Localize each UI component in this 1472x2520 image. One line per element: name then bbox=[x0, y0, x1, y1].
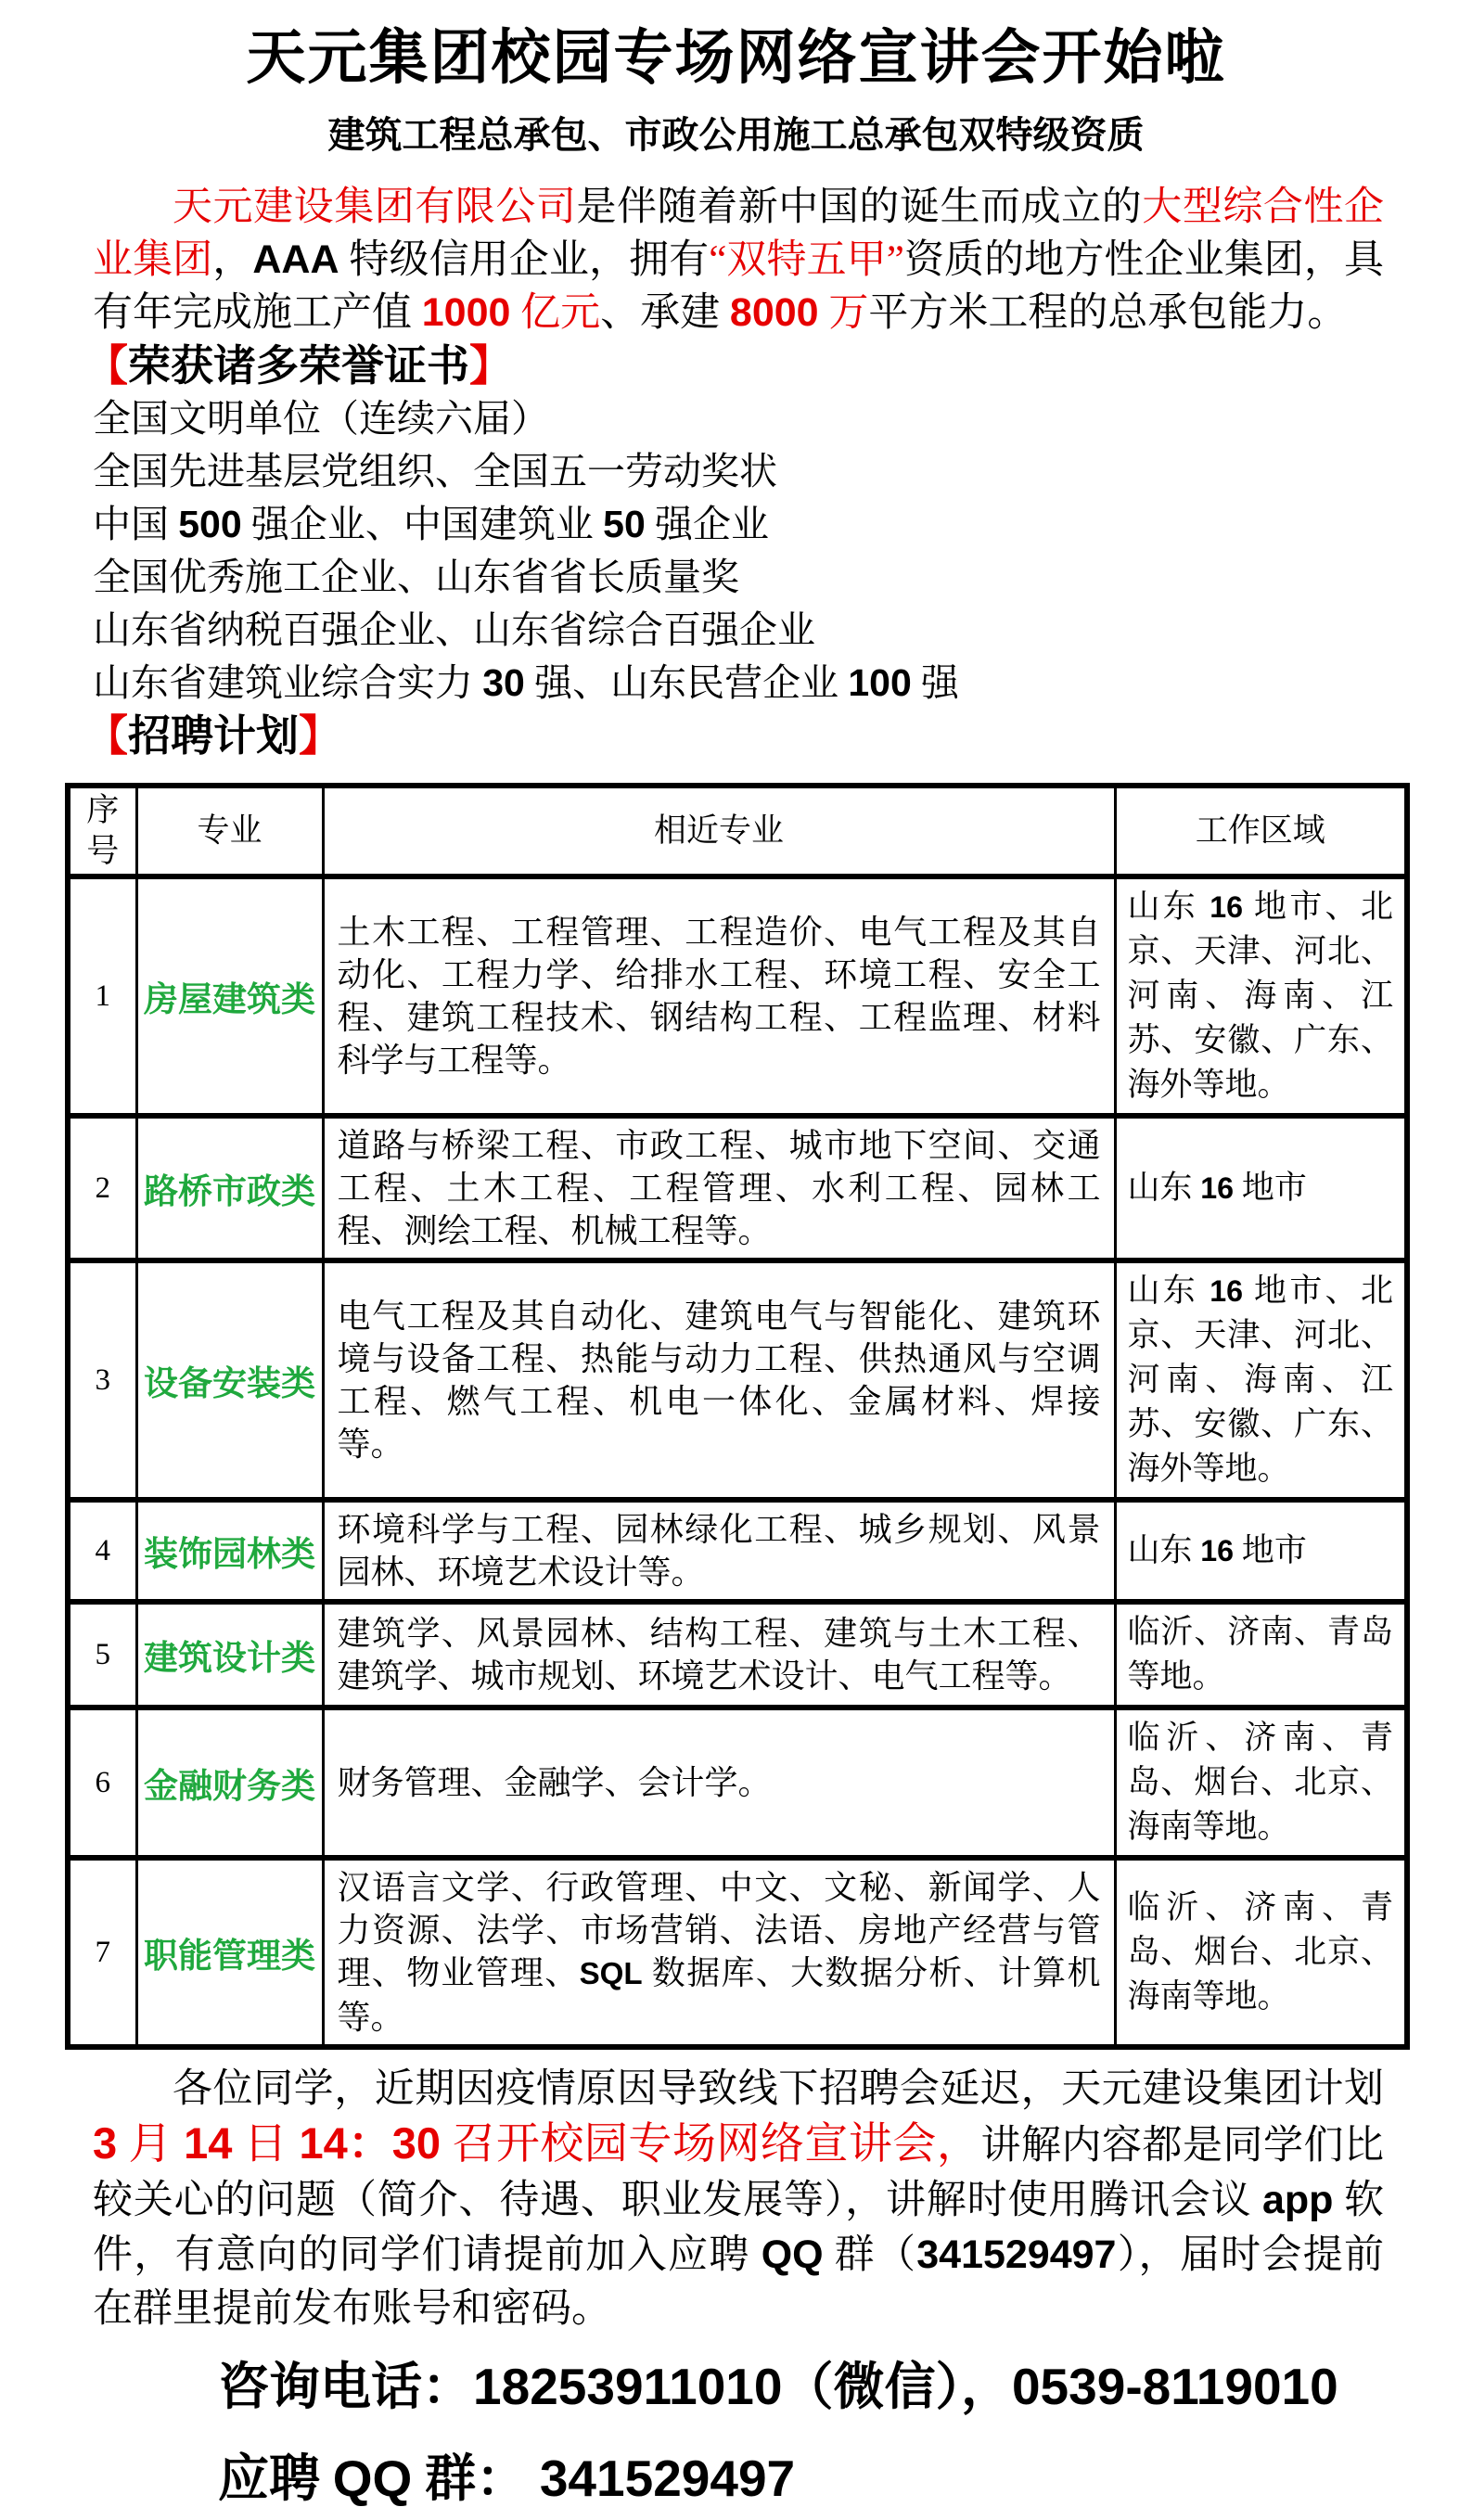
table-row bbox=[68, 1500, 1407, 1602]
highlight-text-segment: 万 bbox=[818, 291, 869, 335]
text-segment: 电气工程及其自动化、建筑电气与智能化、建筑环境与设备工程、热能与动力工程、供热通风与空调工程、燃气工程、机电一体化、金属材料、焊接等。 bbox=[337, 1298, 1101, 1463]
honors-section-header bbox=[85, 339, 1384, 392]
text-segment: 汉语言文学、行政管理、中文、文秘、新闻学、人力资源、法学、市场营销、法语、房地产经营与管理、物业管理、 bbox=[337, 1869, 1101, 1991]
left-bracket: 【 bbox=[85, 712, 128, 760]
text-segment: ），届时会提前在群里提前发布账号和密码。 bbox=[93, 2233, 1385, 2331]
contact-phone-line bbox=[218, 2346, 1416, 2428]
cell-serial-number: 4 bbox=[68, 1500, 136, 1602]
text-segment: 平方米工程的总承包能力。 bbox=[868, 291, 1348, 335]
text-segment: 应聘 bbox=[218, 2450, 333, 2507]
text-segment: 中国 bbox=[93, 503, 179, 545]
text-segment: 16 bbox=[1200, 1171, 1235, 1205]
cell-related-majors bbox=[323, 1500, 1115, 1602]
text-segment: 18253911010 bbox=[473, 2358, 783, 2415]
text-segment: 临沂、济南、青岛、烟台、北京、海南等地。 bbox=[1127, 1720, 1393, 1845]
cell-related-majors bbox=[323, 1858, 1115, 2047]
text-segment: 30 bbox=[482, 661, 525, 704]
text-segment: 特级信用企业，拥有 bbox=[339, 238, 710, 282]
cell-related-majors bbox=[323, 1116, 1115, 1260]
text-segment: 道路与桥梁工程、市政工程、城市地下空间、交通工程、土木工程、工程管理、水利工程、园林工程、测绘工程、机械工程等。 bbox=[337, 1127, 1101, 1249]
cell-major-category: 建筑设计类 bbox=[136, 1602, 323, 1708]
cell-serial-number: 7 bbox=[68, 1858, 136, 2047]
cell-serial-number: 5 bbox=[68, 1602, 136, 1708]
text-segment: 强企业、中国建筑业 bbox=[241, 503, 604, 545]
highlight-text-segment: 大型综合性企业集团 bbox=[93, 185, 1385, 282]
highlight-text-segment: 1000 bbox=[421, 290, 511, 335]
cell-work-region bbox=[1115, 1116, 1407, 1260]
recruitment-poster-page bbox=[0, 24, 1472, 2507]
cell-serial-number: 6 bbox=[68, 1708, 136, 1858]
text-segment: 各位同学，近期因疫情原因导致线下招聘会延迟，天元建设集团计划 bbox=[173, 2067, 1384, 2111]
text-segment: 咨询电话： bbox=[218, 2359, 474, 2415]
table-row bbox=[68, 1116, 1407, 1260]
highlight-text-segment: 3 bbox=[93, 2118, 118, 2168]
cell-major-category: 金融财务类 bbox=[136, 1708, 323, 1858]
highlight-text-segment: 14 bbox=[184, 2118, 233, 2168]
text-segment: （微信）， bbox=[782, 2359, 1012, 2415]
honor-line bbox=[93, 445, 1384, 498]
cell-related-majors bbox=[323, 1708, 1115, 1858]
text-segment: 100 bbox=[848, 661, 912, 704]
cell-major-category: 职能管理类 bbox=[136, 1858, 323, 2047]
text-segment: 16 bbox=[1210, 1274, 1243, 1308]
highlight-text-segment: “双特五甲” bbox=[709, 238, 904, 282]
cell-work-region bbox=[1115, 1858, 1407, 2047]
text-segment: 山东省建筑业综合实力 bbox=[93, 661, 483, 704]
text-segment: 土木工程、工程管理、工程造价、电气工程及其自动化、工程力学、给排水工程、环境工程、安全工程、建筑工程技术、钢结构工程、工程监理、材料科学与工程等。 bbox=[337, 914, 1101, 1079]
text-segment: 全国优秀施工企业、山东省省长质量奖 bbox=[93, 556, 739, 598]
text-segment: 财务管理、金融学、会计学。 bbox=[337, 1764, 772, 1801]
text-segment: 山东 bbox=[1127, 1532, 1201, 1568]
plan-table-body bbox=[68, 876, 1407, 2047]
highlight-text-segment: 日 bbox=[232, 2120, 300, 2168]
text-segment: 全国文明单位（连续六届） bbox=[93, 397, 549, 440]
text-segment: 16 bbox=[1200, 1534, 1235, 1567]
cell-major-category: 房屋建筑类 bbox=[136, 876, 323, 1116]
table-row bbox=[68, 1858, 1407, 2047]
cell-major-category: 装饰园林类 bbox=[136, 1500, 323, 1602]
highlight-text-segment: 月 bbox=[117, 2120, 185, 2168]
text-segment: 50 bbox=[603, 503, 646, 545]
page-title: 天元集团校园专场网络宣讲会开始啦 bbox=[246, 25, 1226, 91]
cell-major-category: 设备安装类 bbox=[136, 1260, 323, 1500]
text-segment: ， bbox=[212, 238, 253, 282]
text-segment: 地市、北京、天津、河北、河南、海南、江苏、安徽、广东、海外等地。 bbox=[1127, 1273, 1393, 1487]
table-row bbox=[68, 1260, 1407, 1500]
text-segment: AAA bbox=[252, 237, 339, 282]
honor-line bbox=[93, 551, 1384, 604]
honor-line bbox=[93, 392, 1384, 445]
text-segment: 、承建 bbox=[600, 291, 730, 335]
text-segment: 341529497 bbox=[916, 2232, 1117, 2277]
text-segment: 讲解内容都是同学们比较关心的问题（简介、待遇、职业发展等），讲解时使用腾讯会议 bbox=[93, 2124, 1385, 2222]
cell-major-category: 路桥市政类 bbox=[136, 1116, 323, 1260]
text-segment: 群： bbox=[412, 2450, 540, 2507]
highlight-text-segment: 天元建设集团有限公司 bbox=[173, 185, 577, 229]
cell-work-region bbox=[1115, 1500, 1407, 1602]
text-segment: 软件，有意向的同学们请提前加入应聘 bbox=[93, 2179, 1385, 2277]
text-segment: 群（ bbox=[823, 2233, 917, 2277]
company-intro-paragraph bbox=[93, 182, 1384, 339]
honor-line bbox=[93, 604, 1384, 657]
text-segment: app bbox=[1261, 2178, 1334, 2222]
table-header-row bbox=[68, 786, 1407, 876]
text-segment: 山东 bbox=[1127, 1170, 1201, 1206]
honors-section-title: 荣获诸多荣誉证书 bbox=[128, 342, 469, 390]
cell-work-region bbox=[1115, 876, 1407, 1116]
text-segment: 建筑学、风景园林、结构工程、建筑与土木工程、建筑学、城市规划、环境艺术设计、电气工程等。 bbox=[337, 1615, 1101, 1695]
page-subtitle: 建筑工程总承包、市政公用施工总承包双特级资质 bbox=[327, 114, 1145, 156]
highlight-text-segment: 亿元 bbox=[510, 291, 601, 335]
cell-serial-number: 3 bbox=[68, 1260, 136, 1500]
header-serial-number: 序号 bbox=[68, 786, 136, 876]
table-row bbox=[68, 1602, 1407, 1708]
highlight-text-segment: 8000 bbox=[729, 290, 819, 335]
text-segment: 资质的地方性企业集团，具有年完成施工产值 bbox=[93, 238, 1384, 335]
text-segment: 341529497 bbox=[539, 2450, 796, 2507]
text-segment: 山东 bbox=[1127, 1273, 1210, 1309]
left-bracket: 【 bbox=[85, 342, 128, 390]
text-segment: 强 bbox=[911, 661, 960, 704]
text-segment: 山东省纳税百强企业、山东省综合百强企业 bbox=[93, 608, 815, 651]
text-segment: SQL bbox=[579, 1957, 643, 1991]
recruitment-plan-table bbox=[65, 783, 1410, 2050]
honor-line bbox=[93, 498, 1384, 551]
text-segment: QQ bbox=[761, 2232, 824, 2277]
table-row bbox=[68, 1708, 1407, 1858]
text-segment: 临沂、济南、青岛、烟台、北京、海南等地。 bbox=[1127, 1889, 1393, 2015]
text-segment: 500 bbox=[178, 503, 242, 545]
plan-section-title: 招聘计划 bbox=[128, 712, 299, 760]
honors-list bbox=[93, 392, 1384, 710]
right-bracket: 】 bbox=[299, 712, 341, 760]
header-related-majors: 相近专业 bbox=[323, 786, 1115, 876]
contact-qq-line bbox=[218, 2437, 1416, 2520]
text-segment: 山东 bbox=[1127, 889, 1210, 925]
text-segment: 16 bbox=[1210, 890, 1243, 924]
cell-related-majors bbox=[323, 1602, 1115, 1708]
cell-work-region bbox=[1115, 1260, 1407, 1500]
text-segment: 地市 bbox=[1234, 1170, 1307, 1206]
honor-line bbox=[93, 657, 1384, 710]
cell-work-region bbox=[1115, 1602, 1407, 1708]
plan-section-header bbox=[85, 710, 1384, 762]
text-segment: 0539-8119010 bbox=[1011, 2358, 1338, 2415]
highlight-text-segment: 14：30 bbox=[299, 2118, 442, 2168]
header-work-region: 工作区域 bbox=[1115, 786, 1407, 876]
text-segment: 地市、北京、天津、河北、河南、海南、江苏、安徽、广东、海外等地。 bbox=[1127, 889, 1393, 1103]
text-segment: 临沂、济南、青岛等地。 bbox=[1127, 1614, 1393, 1695]
text-segment: 地市 bbox=[1234, 1532, 1307, 1568]
text-segment: QQ bbox=[332, 2450, 413, 2507]
cell-work-region bbox=[1115, 1708, 1407, 1858]
cell-serial-number: 1 bbox=[68, 876, 136, 1116]
right-bracket: 】 bbox=[469, 342, 512, 390]
header-major: 专业 bbox=[136, 786, 323, 876]
text-segment: 环境科学与工程、园林绿化工程、城乡规划、风景园林、环境艺术设计等。 bbox=[337, 1511, 1101, 1591]
text-segment: 强企业 bbox=[645, 503, 770, 545]
text-segment: 强、山东民营企业 bbox=[524, 661, 849, 704]
text-segment: 是伴随着新中国的诞生而成立的 bbox=[576, 185, 1143, 229]
cell-related-majors bbox=[323, 876, 1115, 1116]
text-segment: 全国先进基层党组织、全国五一劳动奖状 bbox=[93, 450, 777, 492]
cell-serial-number: 2 bbox=[68, 1116, 136, 1260]
cell-related-majors bbox=[323, 1260, 1115, 1500]
table-row bbox=[68, 876, 1407, 1116]
text-segment: 数据库、大数据分析、计算机等。 bbox=[337, 1954, 1101, 2036]
closing-paragraph bbox=[93, 2063, 1384, 2336]
highlight-text-segment: 召开校园专场网络宣讲会， bbox=[441, 2120, 981, 2168]
